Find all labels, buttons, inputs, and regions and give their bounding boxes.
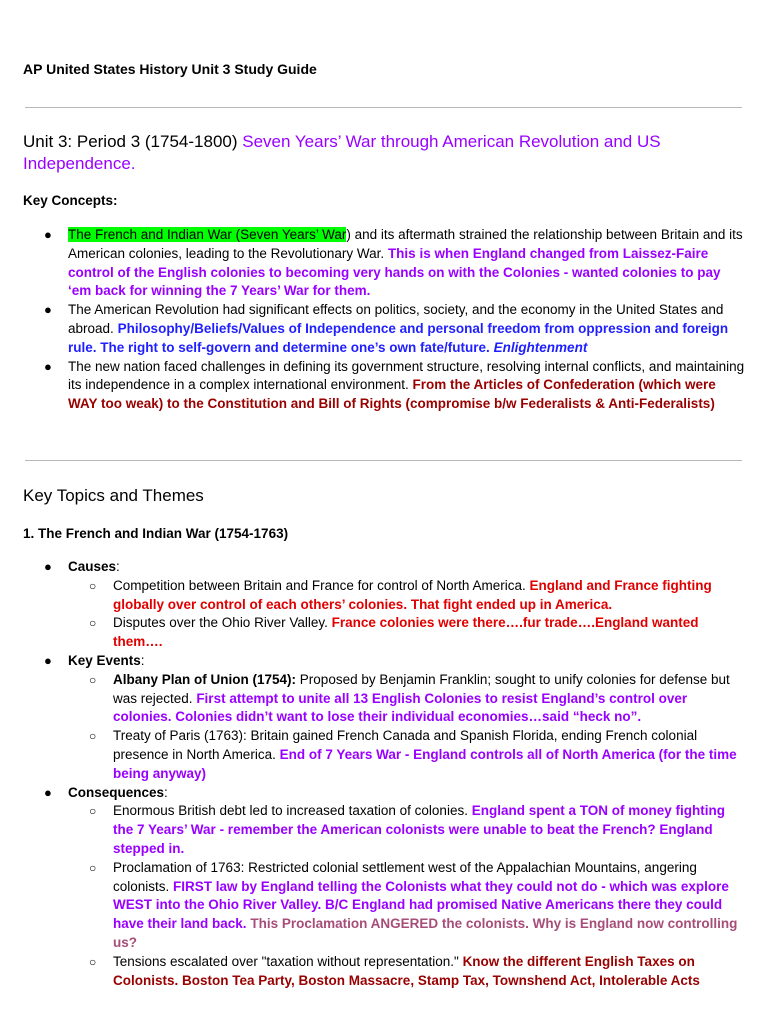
item-text: Tensions escalated over "taxation without representation." [113,953,459,969]
item-note: End of 7 Years War - England controls all of North America (for the time being anyway) [113,746,737,781]
key-concepts-list [0,226,768,414]
key-concepts-label: Key Concepts: [23,193,118,208]
unit-subtitle: Seven Years’ War through American Revolution and US Independence. [23,132,661,173]
circle-bullet-icon: ○ [89,954,97,969]
highlighted-text: The French and Indian War (Seven Years’ War [68,227,347,242]
item-text: Competition between Britain and France for control of North America. [113,577,526,593]
topics-heading: Key Topics and Themes [23,486,204,505]
concept-note: Philosophy/Beliefs/Values of Independence and personal freedom from oppression and foreign rule. The right to self-govern and determine one’s own fate/future. [68,320,729,355]
list-item [0,859,768,953]
unit-heading [23,131,723,175]
sub-list [68,671,768,784]
topic-label: Key Events [68,652,141,668]
topic-key-events: ● Key Events: ○ Albany Plan of Union (1754): Proposed by Benjamin Franklin; sought to unify colonies for defense but was rejected. First attempt to unite all 13 English Colonies to resist England’s control over colonies. Colonies didn’t want to lose their individual economies…said “heck no”. ○ Treaty of Paris (1763): Britain gained French Canada and Spanish Florida, ending French colonial presence in North America. End of 7 Years War - England controls all of North America (for the time being anyway) [0,652,768,784]
bullet-icon: ● [44,652,52,668]
item-note: Know the different English Taxes on Colonists. Boston Tea Party, Boston Massacre, Stamp Tax, Townshend Act, Intolerable Acts [113,953,700,988]
bullet-icon: ● [44,227,52,242]
concept-text: ) and its aftermath strained the relationship between Britain and its American colonies, leading to the Revolutionary War. [68,227,743,261]
list-item [0,671,768,727]
list-item [0,577,768,615]
bullet-icon: ● [44,784,52,800]
list-item [0,301,768,357]
circle-bullet-icon: ○ [89,860,97,875]
item-text: Enormous British debt led to increased taxation of colonies. [113,803,468,819]
topics-list [0,558,768,990]
section-heading: 1. The French and Indian War (1754-1763) [23,526,289,541]
list-item [0,226,768,301]
bullet-icon: ● [44,559,52,574]
document-title: AP United States History Unit 3 Study Guide [23,61,317,77]
bullet-icon: ● [44,302,52,318]
list-item [0,953,768,991]
bullet-icon: ● [44,358,52,374]
item-note: England and France fighting globally over control of each others’ colonies. That fight ended up in America. [113,577,712,612]
topic-label: Consequences [68,784,165,800]
item-text: Proposed by Benjamin Franklin; sought to unify colonies for defense but was rejected. [113,671,730,706]
item-note: France colonies were there….fur trade….England wanted them…. [113,615,699,650]
item-note: FIRST law by England telling the Colonists what they could not do - which was explore WEST into the Ohio River Valley. B/C England had promised Native Americans there they could have their land back. [113,878,729,932]
concept-text: The new nation faced challenges in defining its government structure, resolving internal conflicts, and maintaining its independence in a complex international environment. [68,358,745,393]
concept-note: This is when England changed from Laissez-Faire control of the English colonies to becoming very hands on with the Colonies - wanted colonies to pay ‘em back for winning the 7 Years’ War for them. [68,245,721,299]
circle-bullet-icon: ○ [89,578,97,593]
list-item [0,358,768,414]
topic-label: Causes [68,559,117,574]
circle-bullet-icon: ○ [89,729,97,744]
unit-label: Unit 3: Period 3 (1754-1800) [23,132,238,151]
sub-list [68,577,768,652]
list-item [0,802,768,858]
list-item [0,614,768,652]
concept-note: From the Articles of Confederation (which were WAY too weak) to the Constitution and Bill of Rights (compromise b/w Federalists & Anti-Federalists) [68,377,716,412]
topic-causes: ● Causes: ○ Competition between Britain and France for control of North America. England and France fighting globally over control of each others’ colonies. That fight ended up in America. ○ Disputes over the Ohio River Valley. France colonies were there….fur trade….England wanted them…. [0,558,768,652]
sub-list [68,802,768,990]
list-item [0,727,768,783]
item-text: Disputes over the Ohio River Valley. [113,615,328,631]
circle-bullet-icon: ○ [89,672,97,687]
item-bold: Albany Plan of Union (1754): [113,671,297,687]
concept-note-italic: Enlightenment [493,339,588,355]
item-text: Treaty of Paris (1763): Britain gained French Canada and Spanish Florida, ending French colonial presence in North America. [113,728,698,762]
concept-text: The American Revolution had significant effects on politics, society, and the economy in the United States and abroad. [68,302,724,336]
horizontal-divider [25,107,742,108]
item-note-secondary: This Proclamation ANGERED the colonists. Why is England now controlling us? [113,916,738,950]
item-note: England spent a TON of money fighting the 7 Years’ War - remember the American colonists were unable to beat the French? England stepped in. [113,803,725,856]
horizontal-divider [25,460,742,461]
item-note: First attempt to unite all 13 English Colonies to resist England’s control over colonies. Colonies didn’t want to lose their individual economies…said “heck no”. [113,690,688,725]
circle-bullet-icon: ○ [89,616,97,631]
circle-bullet-icon: ○ [89,804,97,819]
topic-consequences: ● Consequences: ○ Enormous British debt led to increased taxation of colonies. England spent a TON of money fighting the 7 Years’ War - remember the American colonists were unable to beat the French? England stepped in. ○ Proclamation of 1763: Restricted colonial settlement west of the Appalachian Mountains, angering colonists. FIRST law by England telling the Colonists what they could not do - which was explore WEST into the Ohio River Valley. B/C England had promised Native Americans there they could have their land back. This Proclamation ANGERED the colonists. Why is England now controlling us? ○ Tensions escalated over "taxation without representation." Know the different English Taxes on Colonists. Boston Tea Party, Boston Massacre, Stamp Tax, Townshend Act, Intolerable Acts [0,784,768,991]
item-text: Proclamation of 1763: Restricted colonial settlement west of the Appalachian Mountains, angering colonists. [113,859,697,894]
